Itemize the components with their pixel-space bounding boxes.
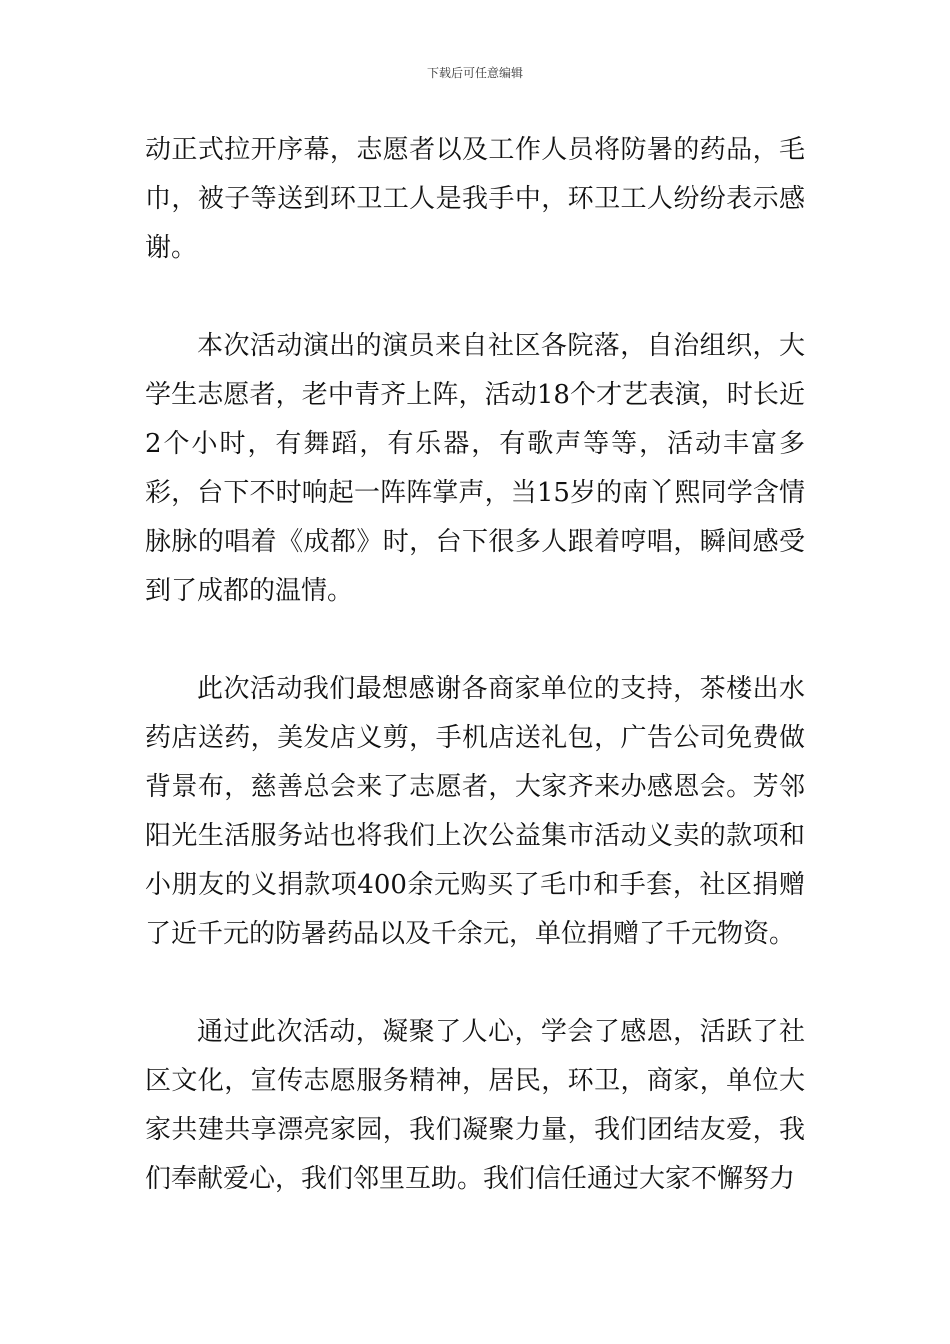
paragraph-spacer xyxy=(145,959,805,1008)
paragraph-3: 此次活动我们最想感谢各商家单位的支持，茶楼出水药店送药，美发店义剪，手机店送礼包，广告公司免费做背景布，慈善总会来了志愿者，大家齐来办感恩会。芳邻阳光生活服务站也将我们上次公益集市活动义卖的款项和小朋友的义捐款项400余元购买了毛巾和手套，社区捐赠了近千元的防暑药品以及千余元，单位捐赠了千元物资。 xyxy=(145,674,805,949)
paragraph-1: 动正式拉开序幕，志愿者以及工作人员将防暑的药品，毛巾，被子等送到环卫工人是我手中，环卫工人纷纷表示感谢。 xyxy=(145,135,805,263)
document-body xyxy=(145,126,805,1204)
page-header: 下载后可任意编辑 xyxy=(426,66,523,80)
paragraph-spacer xyxy=(145,616,805,665)
paragraph-spacer xyxy=(145,273,805,322)
paragraph-4: 通过此次活动，凝聚了人心，学会了感恩，活跃了社区文化，宣传志愿服务精神，居民，环卫，商家，单位大家共建共享漂亮家园，我们凝聚力量，我们团结友爱，我们奉献爱心，我们邻里互助。我们信任通过大家不懈努力 xyxy=(145,1017,805,1194)
paragraph-2: 本次活动演出的演员来自社区各院落，自治组织，大学生志愿者，老中青齐上阵，活动18个才艺表演，时长近2个小时，有舞蹈，有乐器，有歌声等等，活动丰富多彩，台下不时响起一阵阵掌声，当15岁的南丫熙同学含情脉脉的唱着《成都》时，台下很多人跟着哼唱，瞬间感受到了成都的温情。 xyxy=(145,331,805,606)
